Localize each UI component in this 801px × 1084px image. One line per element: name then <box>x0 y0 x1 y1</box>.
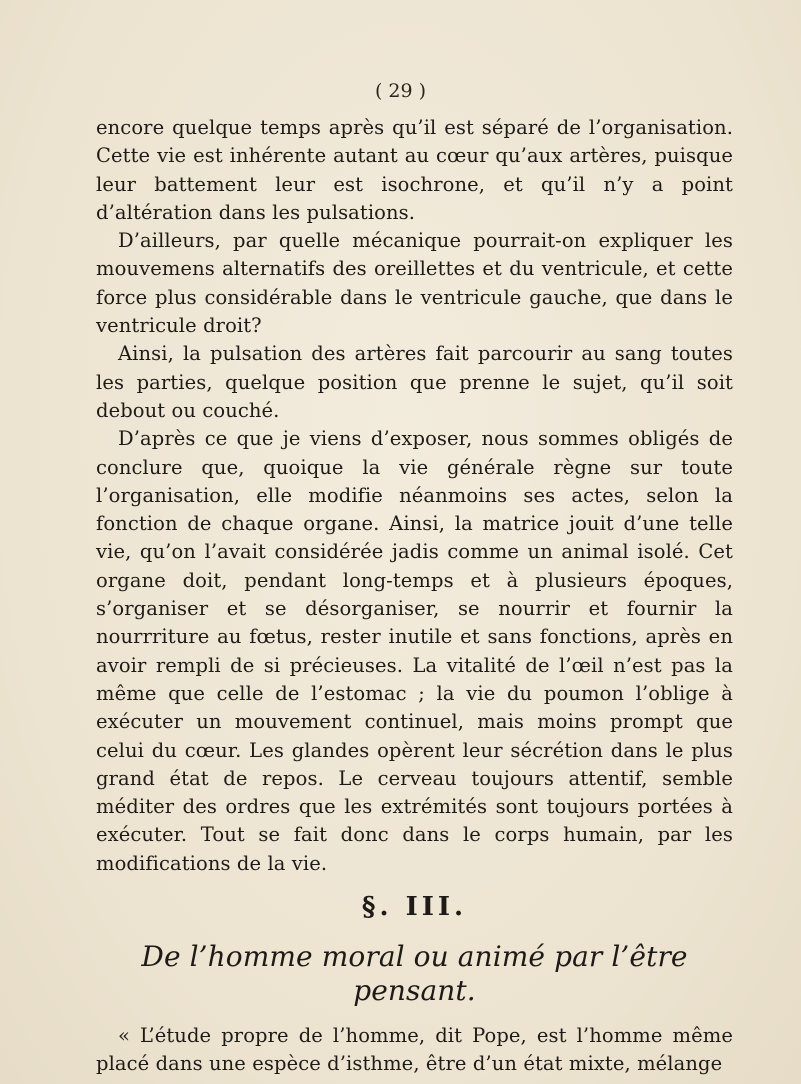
section-title: De l’homme moral ou animé par l’être pensant. <box>141 940 688 1008</box>
paragraph-1: encore quelque temps après qu’il est séparé de l’organisation. Cette vie est inhérente autant au cœur qu’aux artères, puisque leur battement leur est isochrone, et qu’il n’y a point d’altération dans les pulsations. <box>96 116 733 224</box>
page-number: ( 29 ) <box>374 80 427 102</box>
paragraph-4: D’après ce que je viens d’exposer, nous sommes obligés de conclure que, quoique la vie générale règne sur toute l’organisation, elle modifie néanmoins ses actes, selon la fonction de chaque organe. Ainsi, la matrice jouit d’une telle vie, qu’on l’avait considérée jadis comme un animal isolé. Cet organe doit, pendant long-temps et à plusieurs époques, s’organiser et se désorganiser, se nourrir et fournir la nourrriture au fœtus, rester inutile et sans fonctions, après en avoir rempli de si précieuses. La vitalité de l’œil n’est pas la même que celle de l’estomac ; la vie du poumon l’oblige à exécuter un mouvement continuel, mais moins prompt que celui du cœur. Les glandes opèrent leur sécrétion dans le plus grand état de repos. Le cerveau toujours attentif, semble méditer des ordres que les extrémités sont toujours portées à exécuter. Tout se fait donc dans le corps humain, par les modifications de la vie. <box>96 427 733 875</box>
page-body <box>96 82 733 1079</box>
paragraph-2: D’ailleurs, par quelle mécanique pourrait-on expliquer les mouvemens alternatifs des oreillettes et du ventricule, et cette force plus considérable dans le ventricule gauche, que dans le ventricule droit? <box>96 229 733 338</box>
text-block <box>96 114 733 878</box>
paragraph-3: Ainsi, la pulsation des artères fait parcourir au sang toutes les parties, quelque position que prenne le sujet, qu’il soit debout ou couché. <box>96 342 733 422</box>
section-mark: §. III. <box>361 892 468 923</box>
paragraph-5: « L’étude propre de l’homme, dit Pope, est l’homme même placé dans une espèce d’isthme, être d’un état mixte, mélange <box>96 1024 733 1076</box>
